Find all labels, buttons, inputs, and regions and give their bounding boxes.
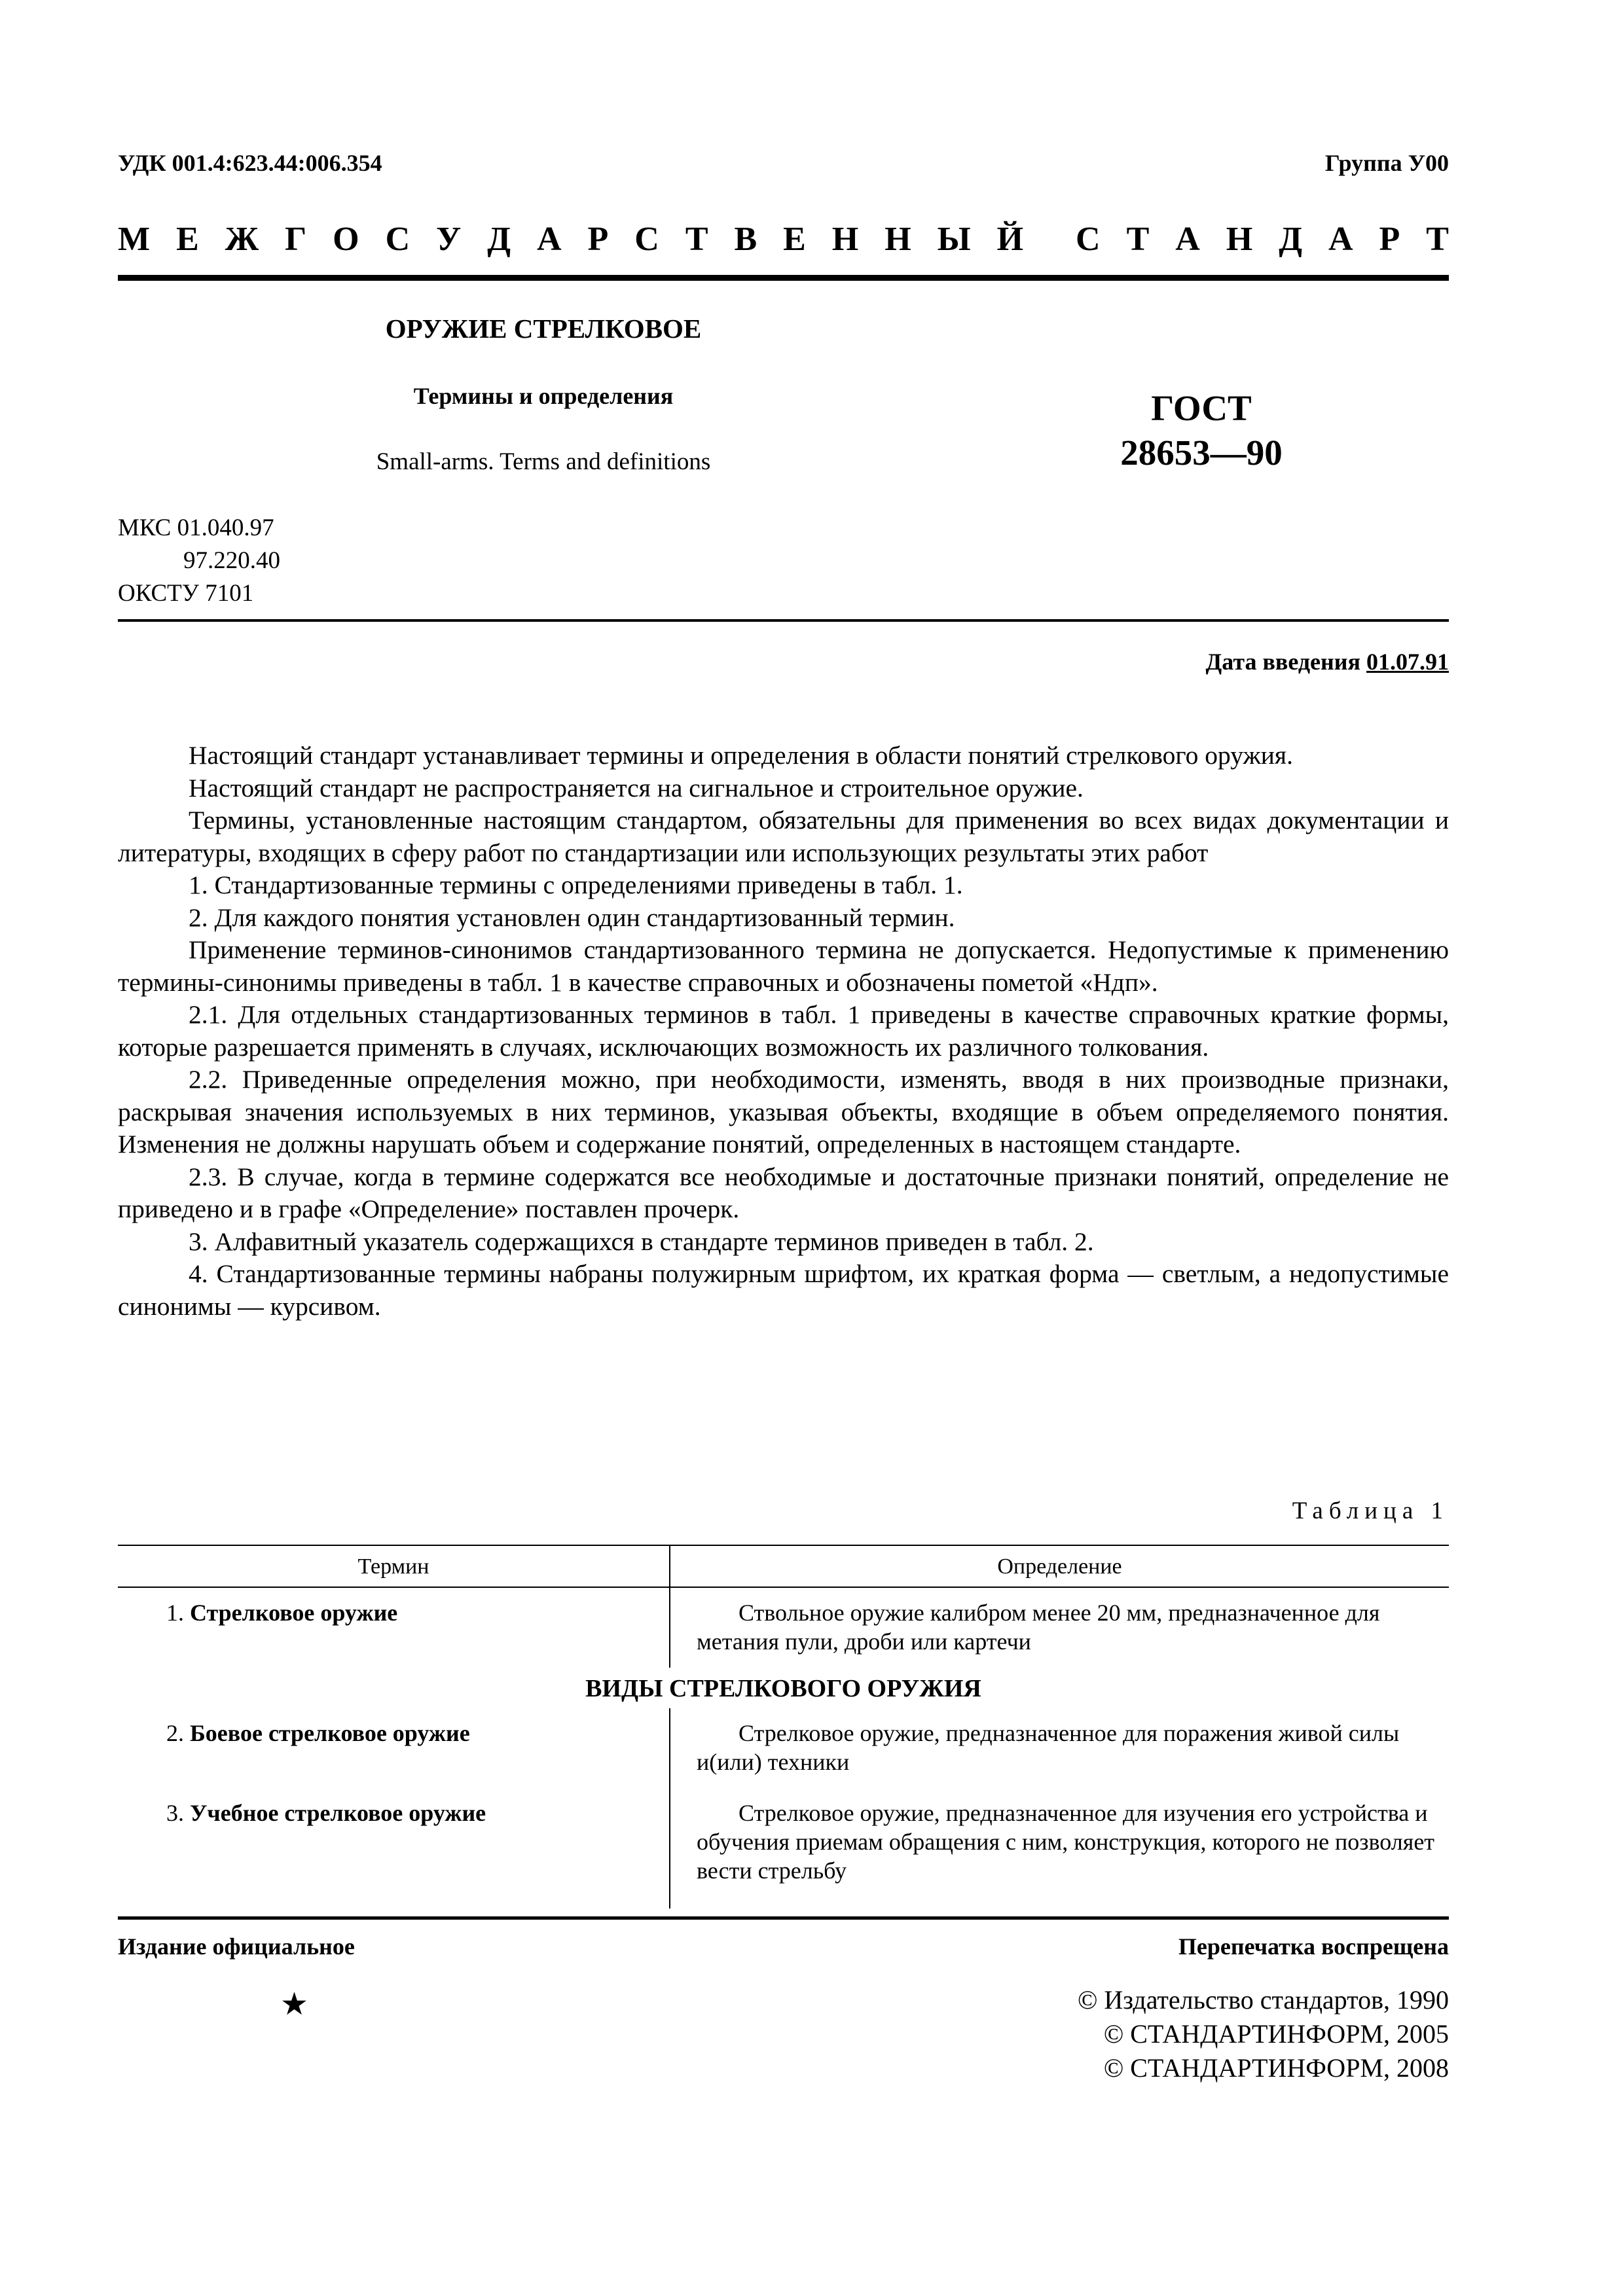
term-name: Стрелковое оружие bbox=[190, 1600, 398, 1626]
introduction-date bbox=[1206, 648, 1450, 675]
terms-table bbox=[118, 1545, 1449, 1909]
copyright-line: © Издательство стандартов, 1990 bbox=[1077, 1985, 1449, 2015]
copyright-line: © СТАНДАРТИНФОРМ, 2005 bbox=[1103, 2019, 1449, 2049]
intro-paragraph: 4. Стандартизованные термины набраны полужирным шрифтом, их краткая форма — светлым, а недопустимые синонимы — курсивом. bbox=[118, 1259, 1449, 1321]
gost-designation bbox=[1021, 386, 1381, 475]
term-cell bbox=[118, 1708, 670, 1788]
document-title: ОРУЖИЕ СТРЕЛКОВОЕ bbox=[385, 314, 702, 344]
heading-letter: С bbox=[385, 221, 410, 258]
footer-rule bbox=[118, 1916, 1449, 1920]
header-term: Термин bbox=[118, 1545, 670, 1587]
definition-cell: Стрелковое оружие, предназначенное для поражения живой силы и(или) техники bbox=[697, 1720, 1400, 1775]
gost-number: 28653—90 bbox=[1120, 433, 1283, 473]
heading-letter: Д bbox=[1279, 221, 1302, 258]
date-label: Дата введения bbox=[1205, 649, 1360, 675]
group-code: Группа У00 bbox=[1324, 150, 1449, 176]
heading-letter: У bbox=[436, 221, 462, 258]
intro-paragraph: 2.1. Для отдельных стандартизованных терминов в табл. 1 приведены в качестве справочных краткие формы, которые разрешается применять в случаях, исключающих возможность их различного толкования. bbox=[118, 1000, 1449, 1062]
udk-code: УДК 001.4:623.44:006.354 bbox=[118, 150, 382, 176]
intro-paragraph: 3. Алфавитный указатель содержащихся в стандарте терминов приведен в табл. 2. bbox=[189, 1227, 1094, 1256]
term-name: Боевое стрелковое оружие bbox=[190, 1720, 470, 1746]
copyright-notices bbox=[1078, 1983, 1449, 2085]
english-title: Small-arms. Terms and definitions bbox=[376, 448, 711, 475]
heading-letter: Г bbox=[285, 221, 307, 258]
heading-letter: Т bbox=[1426, 221, 1449, 258]
title-block-rule bbox=[118, 619, 1449, 622]
intro-paragraph: 2. Для каждого понятия установлен один стандартизованный термин. bbox=[189, 903, 955, 932]
table-caption: Таблица 1 bbox=[1292, 1498, 1449, 1524]
heading-letter: А bbox=[1175, 221, 1200, 258]
heading-letter: Н bbox=[1226, 221, 1253, 258]
star-icon: ★ bbox=[280, 1987, 309, 2022]
term-number: 1. bbox=[166, 1600, 184, 1626]
heading-letter: Д bbox=[487, 221, 511, 258]
document-subtitle: Термины и определения bbox=[413, 383, 674, 409]
gost-label: ГОСТ bbox=[1151, 388, 1252, 428]
heading-letter: Е bbox=[176, 221, 199, 258]
header-definition: Определение bbox=[670, 1545, 1449, 1587]
heading-letter: М bbox=[118, 221, 151, 258]
interstate-standard-heading bbox=[118, 223, 1449, 257]
heading-letter: С bbox=[1076, 221, 1101, 258]
heading-letter: Н bbox=[884, 221, 911, 258]
intro-paragraph: Термины, установленные настоящим стандартом, обязательны для применения во всех видах документации и литературы, входящих в сферу работ по стандартизации или использующих результаты этих работ bbox=[118, 806, 1449, 867]
intro-paragraph: 2.2. Приведенные определения можно, при необходимости, изменять, вводя в них производные признаки, раскрывая значения используемых в них терминов, указывая объекты, входящие в объем определяемого понятия. Изменения не должны нарушать объем и содержание понятий, определенных в настоящем стандарте. bbox=[118, 1065, 1449, 1158]
heading-letter: Ы bbox=[937, 221, 971, 258]
heading-letter: Н bbox=[831, 221, 859, 258]
section-row bbox=[118, 1668, 1449, 1708]
heading-letter: Р bbox=[587, 221, 609, 258]
definition-cell: Ствольное оружие калибром менее 20 мм, предназначенное для метания пули, дроби или картечи bbox=[697, 1600, 1380, 1655]
intro-paragraph: 2.3. В случае, когда в термине содержатся все необходимые и достаточные признаки понятий, определение не приведено и в графе «Определение» поставлен прочерк. bbox=[118, 1162, 1449, 1223]
table-row bbox=[118, 1708, 1449, 1788]
okstu-code: ОКСТУ 7101 bbox=[118, 580, 254, 607]
heading-letter: Т bbox=[1126, 221, 1150, 258]
heading-letter: В bbox=[734, 221, 757, 258]
term-cell bbox=[118, 1587, 670, 1668]
classification-codes bbox=[118, 512, 280, 610]
heading-rule bbox=[118, 275, 1449, 281]
heading-letter: А bbox=[1328, 221, 1353, 258]
heading-letter: Ж bbox=[225, 221, 259, 258]
intro-paragraph: Настоящий стандарт устанавливает термины и определения в области понятий стрелкового оружия. bbox=[189, 741, 1293, 770]
intro-paragraph: 1. Стандартизованные термины с определениями приведены в табл. 1. bbox=[189, 870, 963, 899]
heading-letter: Р bbox=[1379, 221, 1400, 258]
heading-letter: А bbox=[537, 221, 562, 258]
mks-code-secondary: 97.220.40 bbox=[183, 547, 280, 574]
section-title: ВИДЫ СТРЕЛКОВОГО ОРУЖИЯ bbox=[585, 1675, 981, 1702]
term-number: 2. bbox=[166, 1720, 184, 1746]
date-value: 01.07.91 bbox=[1366, 649, 1449, 675]
heading-letter: Й bbox=[996, 221, 1024, 258]
term-number: 3. bbox=[166, 1800, 184, 1826]
term-name: Учебное стрелковое оружие bbox=[190, 1800, 486, 1826]
term-cell bbox=[118, 1788, 670, 1909]
heading-letter: Е bbox=[783, 221, 806, 258]
heading-letter: Т bbox=[685, 221, 708, 258]
heading-letter: С bbox=[634, 221, 659, 258]
heading-letter: О bbox=[333, 221, 359, 258]
intro-text bbox=[118, 740, 1449, 1323]
copyright-line: © СТАНДАРТИНФОРМ, 2008 bbox=[1103, 2053, 1449, 2083]
mks-code: МКС 01.040.97 bbox=[118, 514, 274, 541]
definition-cell: Стрелковое оружие, предназначенное для изучения его устройства и обучения приемам обращения с ним, конструкция, которого не позволяет вести стрельбу bbox=[697, 1800, 1435, 1884]
reprint-prohibited-label: Перепечатка воспрещена bbox=[1178, 1933, 1449, 1960]
table-row bbox=[118, 1788, 1449, 1909]
official-edition-label: Издание официальное bbox=[118, 1933, 355, 1960]
table-row bbox=[118, 1587, 1449, 1668]
table-header-row bbox=[118, 1545, 1449, 1587]
intro-paragraph: Применение терминов-синонимов стандартизованного термина не допускается. Недопустимые к применению термины-синонимы приведены в табл. 1 в качестве справочных и обозначены пометой «Ндп». bbox=[118, 935, 1449, 997]
intro-paragraph: Настоящий стандарт не распространяется на сигнальное и строительное оружие. bbox=[189, 773, 1084, 802]
